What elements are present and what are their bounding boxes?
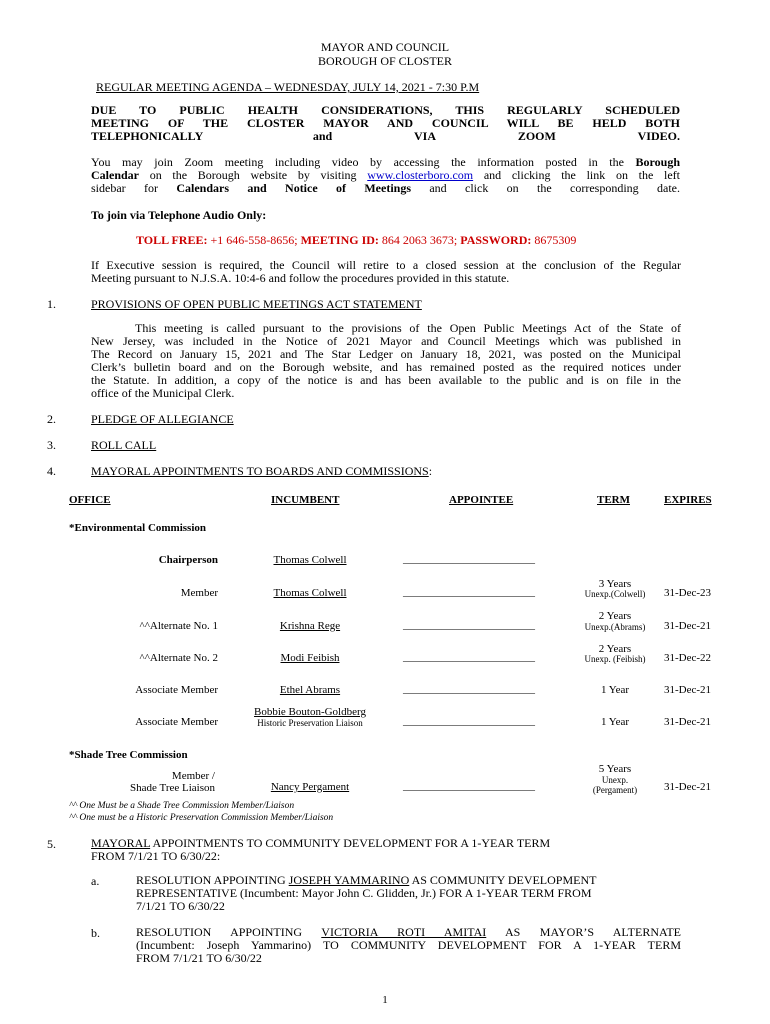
appointee-blank[interactable]: ________________________: [403, 715, 535, 727]
shade-office: Member / Shade Tree Liaison: [130, 770, 215, 794]
item-5-number: 5.: [47, 837, 56, 851]
item-3-number: 3.: [47, 438, 56, 452]
closterboro-link[interactable]: www.closterboro.com: [367, 168, 474, 182]
row-term-note: Unexp.(Abrams): [584, 622, 646, 632]
row-office: Member: [180, 587, 218, 599]
header-line1: MAYOR AND COUNCIL: [320, 40, 450, 54]
col-term-header: TERM: [597, 494, 630, 506]
footnote-1: ^^ One Must be a Shade Tree Commission Member/Liaison: [69, 801, 295, 811]
row-expires: 31-Dec-22: [664, 652, 712, 664]
appointee-blank[interactable]: ________________________: [403, 586, 535, 598]
row-incumbent: Ethel Abrams: [279, 684, 341, 696]
row-incumbent: Thomas Colwell: [273, 587, 347, 599]
env-commission-title: *Environmental Commission: [69, 522, 207, 534]
row-expires: 31-Dec-21: [664, 684, 712, 696]
col-expires-header: EXPIRES: [664, 494, 712, 506]
zoom-line1: You may join Zoom meeting including video by accessing the information posted in the Borough: [91, 155, 681, 169]
appointee-blank[interactable]: ________________________: [403, 780, 535, 792]
row-term: 1 Year: [600, 684, 630, 696]
item-4-title: MAYORAL APPOINTMENTS TO BOARDS AND COMMISSIONS:: [91, 464, 433, 478]
col-incumbent-header: INCUMBENT: [271, 494, 340, 506]
item-1-number: 1.: [47, 297, 56, 311]
row-term-note: Unexp.(Colwell): [584, 589, 646, 599]
item-5a-number: a.: [91, 874, 100, 888]
phone-heading: To join via Telephone Audio Only:: [91, 208, 267, 222]
header-line2: BOROUGH OF CLOSTER: [317, 54, 452, 68]
zoom-line3: sidebar for Calendars and Notice of Meetings and click on the corresponding date.: [91, 181, 680, 195]
shade-term-note: Unexp. (Pergament): [592, 775, 638, 795]
notice-line2: MEETING OF THE CLOSTER MAYOR AND COUNCIL WILL BE HELD BOTH: [91, 116, 680, 130]
row-term: 2 Years: [598, 610, 632, 622]
row-term: 2 Years: [598, 643, 632, 655]
row-incumbent-note: Historic Preservation Liaison: [257, 718, 363, 728]
item-5-title: MAYORAL APPOINTMENTS TO COMMUNITY DEVELOPMENT FOR A 1-YEAR TERM FROM 7/1/21 TO 6/30/22:: [91, 836, 551, 863]
col-office-header: OFFICE: [69, 494, 111, 506]
row-incumbent: Thomas Colwell: [273, 554, 347, 566]
appointee-blank[interactable]: ________________________: [403, 651, 535, 663]
row-office: Associate Member: [135, 684, 218, 696]
footnote-2: ^^ One must be a Historic Preservation Commission Member/Liaison: [69, 813, 334, 823]
row-office: ^^Alternate No. 2: [139, 652, 218, 664]
row-expires: 31-Dec-23: [664, 587, 712, 599]
row-term: 3 Years: [598, 578, 632, 590]
item-3-title: ROLL CALL: [91, 438, 157, 452]
agenda-title: REGULAR MEETING AGENDA – WEDNESDAY, JULY 14, 2021 - 7:30 P.M: [96, 80, 480, 94]
row-office: Chairperson: [158, 554, 218, 566]
row-expires: 31-Dec-21: [664, 620, 712, 632]
page-number: 1: [382, 994, 388, 1006]
item-5b-text: RESOLUTION APPOINTING VICTORIA ROTI AMITAI AS MAYOR’S ALTERNATE (Incumbent: Joseph Yammarino) TO COMMUNITY DEVELOPMENT FOR A 1-YEAR TERM FROM 7/1/21 TO 6/30/22: [136, 925, 681, 965]
row-expires: 31-Dec-21: [664, 716, 712, 728]
col-appointee-header: APPOINTEE: [449, 494, 514, 506]
shade-incumbent: Nancy Pergament: [270, 781, 350, 793]
document-header: [0, 40, 770, 68]
appointee-blank[interactable]: ________________________: [403, 683, 535, 695]
row-office: Associate Member: [135, 716, 218, 728]
row-office: ^^Alternate No. 1: [139, 620, 218, 632]
row-incumbent: Krishna Rege: [279, 620, 341, 632]
notice-line1: DUE TO PUBLIC HEALTH CONSIDERATIONS, THIS REGULARLY SCHEDULED: [91, 103, 680, 117]
item-2-title: PLEDGE OF ALLEGIANCE: [91, 412, 234, 426]
item-2-number: 2.: [47, 412, 56, 426]
item-1-title: PROVISIONS OF OPEN PUBLIC MEETINGS ACT STATEMENT: [91, 297, 422, 311]
item-5a-text: RESOLUTION APPOINTING JOSEPH YAMMARINO AS COMMUNITY DEVELOPMENT REPRESENTATIVE (Incumbent: Mayor John C. Glidden, Jr.) FOR A 1-YEAR TERM FROM 7/1/21 TO 6/30/22: [136, 873, 597, 913]
appointee-blank[interactable]: ________________________: [403, 553, 535, 565]
shade-expires: 31-Dec-21: [664, 781, 712, 793]
executive-session-note: If Executive session is required, the Council will retire to a closed session at the conclusion of the Regular Meeting pursuant to N.J.S.A. 10:4-6 and follow the procedures provided in this statute.: [91, 258, 681, 285]
row-incumbent: Bobbie Bouton-Goldberg: [254, 706, 366, 718]
item-4-number: 4.: [47, 464, 56, 478]
health-notice: [91, 104, 680, 143]
zoom-line2: Calendar on the Borough website by visiting www.closterboro.com and clicking the link on the left: [91, 168, 680, 182]
opma-statement: This meeting is called pursuant to the provisions of the Open Public Meetings Act of the State of New Jersey, was included in the Notice of 2021 Mayor and Council Meetings which was published in The Record on January 15, 2021 and The Star Ledger on January 18, 2021, was posted on the Municipal Clerk’s bulletin board and on the Borough website, and has remained posted as the required notices under the Statute. In addition, a copy of the notice is and has been available to the public and is on file in the office of the Municipal Clerk.: [91, 321, 681, 400]
row-incumbent: Modi Feibish: [280, 652, 340, 664]
row-term-note: Unexp. (Feibish): [584, 654, 646, 664]
item-5b-number: b.: [91, 926, 100, 940]
notice-line3: TELEPHONICALLY and VIA ZOOM VIDEO.: [91, 129, 680, 143]
shade-tree-title: *Shade Tree Commission: [69, 749, 188, 761]
phone-details: TOLL FREE: +1 646-558-8656; MEETING ID: 864 2063 3673; PASSWORD: 8675309: [136, 233, 577, 247]
shade-term: 5 Years: [598, 763, 632, 775]
appointee-blank[interactable]: ________________________: [403, 619, 535, 631]
zoom-info: [91, 156, 680, 195]
row-term: 1 Year: [600, 716, 630, 728]
